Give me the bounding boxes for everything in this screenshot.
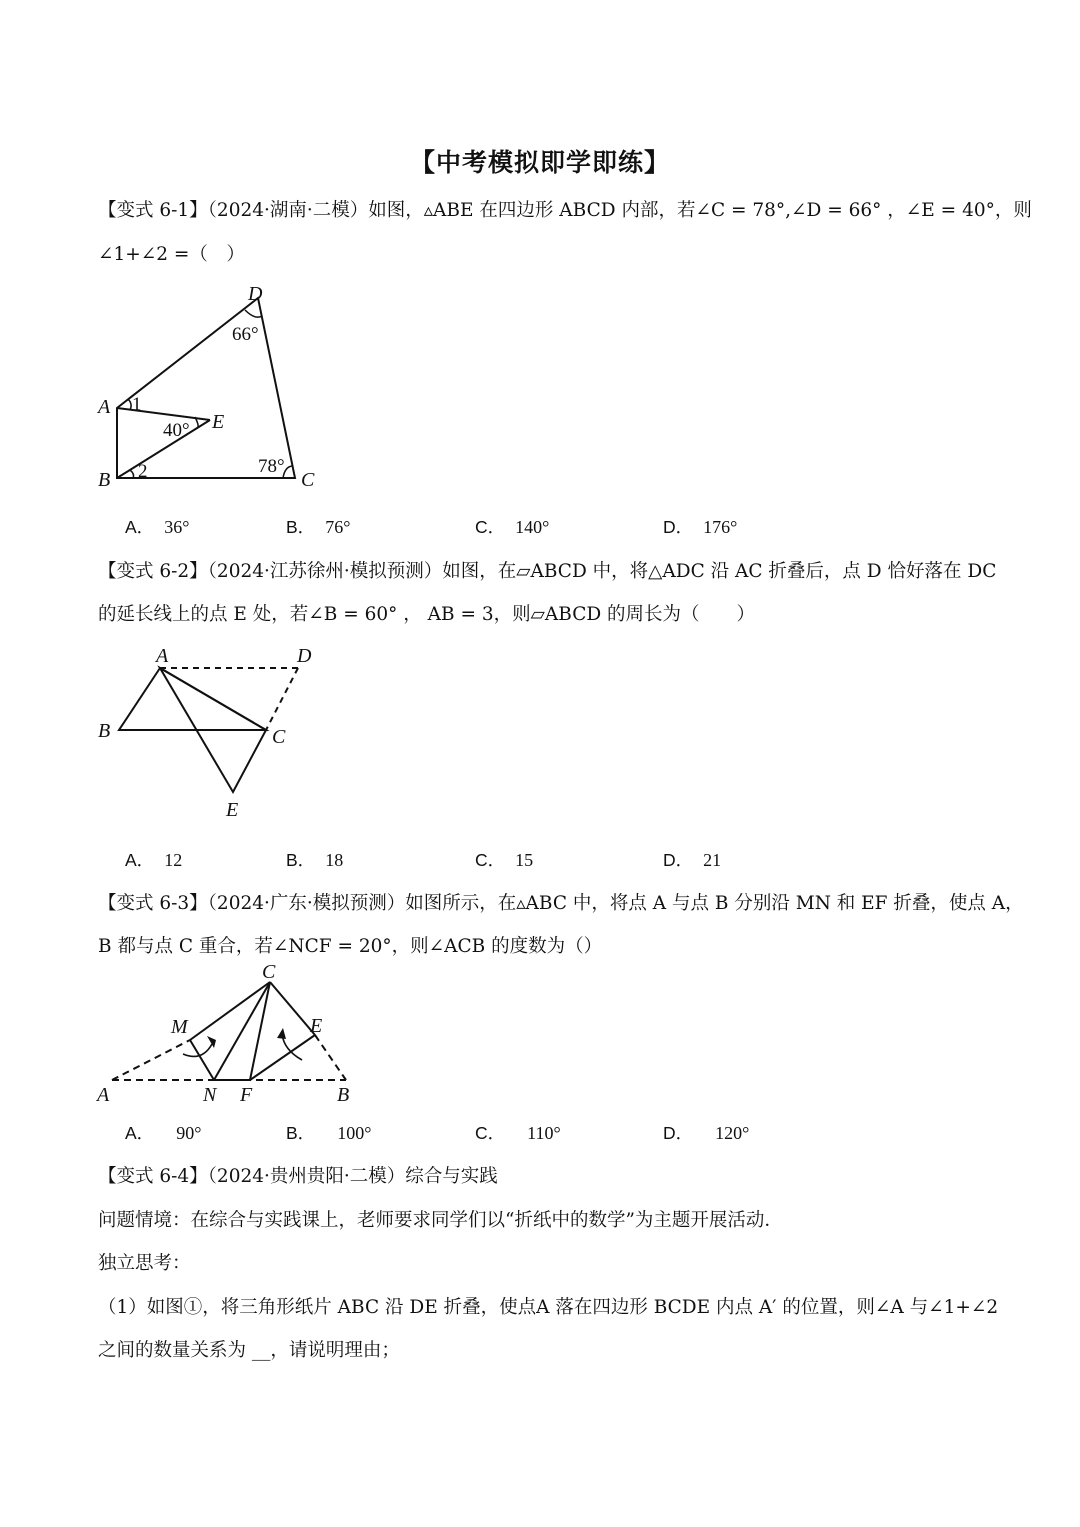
q1-label-a: A [98,396,111,418]
q3-fold-arrow-left [183,1044,212,1056]
q3-segment-ef [250,1035,315,1080]
q1-text-line1: 【变式 6-1】（2024·湖南·二模）如图，▵ABE 在四边形 ABCD 内部，若∠C = 78°,∠D = 66° ，∠E = 40°，则 [98,200,1032,221]
q2-option-a-value: 12 [164,850,183,870]
q1-angle-arc-1 [128,399,131,410]
q3-text-line2: B 都与点 C 重合，若∠NCF = 20°，则∠ACB 的度数为（） [98,936,603,957]
q1-angle-arc-2 [130,470,134,478]
q3-label-n: N [203,1084,217,1106]
q3-label-a: A [97,1084,110,1106]
q3-option-b-letter: B． [286,1123,316,1143]
q1-option-c-letter: C． [475,517,506,537]
q3-label-m: M [171,1016,188,1038]
q2-option-a-letter: A． [125,850,155,870]
q1-option-b-letter: B． [286,517,316,537]
q3-option-c-letter: C． [475,1123,506,1143]
q3-option-a[interactable] [125,1120,201,1145]
q3-segment-am [112,1040,190,1080]
q1-option-b[interactable] [286,514,350,539]
q2-option-b[interactable] [286,847,343,872]
q3-option-d[interactable] [663,1120,749,1145]
page-title: 【中考模拟即学即练】 [409,148,670,177]
q1-figure-lines [117,298,295,478]
q2-option-a[interactable] [125,847,182,872]
q3-option-a-value: 90° [176,1123,202,1143]
q3-label-e: E [310,1015,323,1037]
q3-figure [90,962,370,1110]
q2-option-d[interactable] [663,847,721,872]
q4-text-line4: （1）如图①，将三角形纸片 ABC 沿 DE 折叠，使点A 落在四边形 BCDE 内点 A′ 的位置，则∠A 与∠1+∠2 [98,1297,999,1318]
q1-option-a[interactable] [125,514,189,539]
q1-label-b: B [98,469,111,491]
q3-label-f: F [240,1084,253,1106]
q3-text-line1: 【变式 6-3】（2024·广东·模拟预测）如图所示，在▵ABC 中，将点 A 与点 B 分别沿 MN 和 EF 折叠，使点 A， [98,893,1024,914]
q1-label-d: D [248,283,263,305]
q1-label-c: C [301,469,315,491]
q3-arrowhead-right [277,1028,286,1039]
q2-option-b-value: 18 [325,850,344,870]
q1-option-c-value: 140° [515,517,550,537]
q1-option-d-letter: D． [663,517,694,537]
q2-option-b-letter: B． [286,850,316,870]
q2-option-d-letter: D． [663,850,694,870]
q3-segment-eb [315,1035,346,1080]
q1-option-c[interactable] [475,514,549,539]
q1-option-a-letter: A． [125,517,155,537]
q2-label-b: B [98,720,111,742]
q2-label-c: C [272,726,286,748]
q1-option-d-value: 176° [703,517,738,537]
q3-option-c[interactable] [475,1120,561,1145]
q3-option-d-letter: D． [663,1123,694,1143]
q2-label-a: A [156,645,169,667]
q2-option-c-value: 15 [515,850,534,870]
q2-label-e: E [226,799,239,821]
q2-triangle-abc [119,668,266,730]
q3-option-a-letter: A． [125,1123,155,1143]
q2-segment-dc [266,668,298,730]
q1-angle-arc-d [245,310,262,317]
q4-text-line2: 问题情境：在综合与实践课上，老师要求同学们以“折纸中的数学”为主题开展活动． [98,1210,783,1231]
q3-segment-ce [270,982,315,1035]
q4-text-line1: 【变式 6-4】（2024·贵州贵阳·二模）综合与实践 [98,1166,498,1187]
q3-label-c: C [262,962,276,983]
q3-option-c-value: 110° [527,1123,561,1143]
q1-option-a-value: 36° [164,517,190,537]
q4-text-line5: 之间的数量关系为 __，请说明理由； [98,1340,400,1361]
q3-segment-mc [190,982,270,1040]
q1-angle-label-1: 1 [132,394,142,415]
q3-segment-nc [214,982,270,1080]
q3-label-b: B [337,1084,350,1106]
q1-label-e: E [212,411,225,433]
q1-angle-label-c: 78° [258,456,285,477]
q1-text-line2: ∠1+∠2 =（ ） [98,244,245,265]
q2-text-line1: 【变式 6-2】（2024·江苏徐州·模拟预测）如图，在▱ABCD 中，将△ADC 沿 AC 折叠后，点 D 恰好落在 DC [98,561,997,582]
q1-angle-label-e: 40° [163,420,190,441]
q2-option-c[interactable] [475,847,533,872]
q3-option-d-value: 120° [715,1123,750,1143]
q1-angle-label-2: 2 [138,461,148,482]
q4-text-line3: 独立思考： [98,1253,191,1274]
q1-figure [90,280,350,495]
q1-option-b-value: 76° [325,517,351,537]
q3-segment-fc [250,982,270,1080]
q3-option-b-value: 100° [337,1123,372,1143]
q2-option-d-value: 21 [703,850,722,870]
q1-option-d[interactable] [663,514,737,539]
q1-quadrilateral-abcd [117,298,295,478]
q2-figure [90,640,330,825]
q1-angle-label-d: 66° [232,324,259,345]
q2-text-line2: 的延长线上的点 E 处，若∠B = 60° ， AB = 3，则▱ABCD 的周长为（ ） [98,604,756,625]
q2-label-d: D [297,645,312,667]
q2-option-c-letter: C． [475,850,506,870]
q3-option-b[interactable] [286,1120,371,1145]
